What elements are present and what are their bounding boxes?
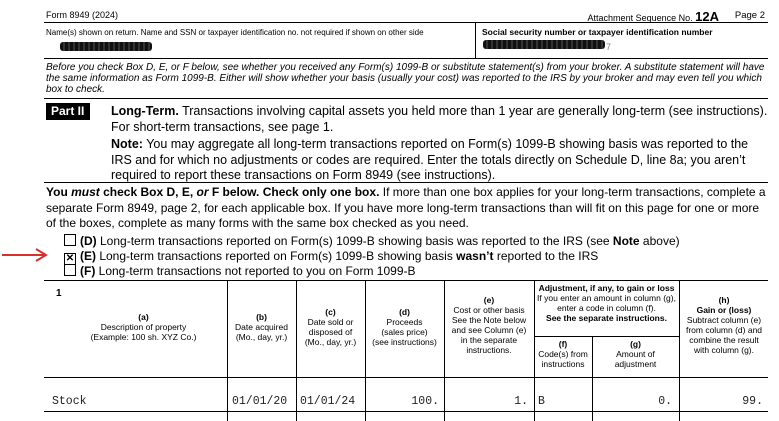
checkbox-e[interactable]: ✕	[65, 253, 75, 264]
option-e-after: reported to the IRS	[493, 249, 599, 263]
col-c-letter: (c)	[325, 307, 336, 317]
cell-code[interactable]: B	[538, 395, 545, 408]
form-name: Form 8949 (2024)	[46, 10, 119, 20]
adjustment-title: Adjustment, if any, to gain or loss	[538, 283, 675, 293]
intro-rule	[44, 98, 768, 99]
col-f-letter: (f)	[558, 339, 568, 349]
col-d-letter: (d)	[399, 307, 410, 317]
col-e-text: Cost or other basis See the Note below and see Column (e) in the separate instructions.	[451, 305, 527, 355]
name-field-label: Name(s) shown on return. Name and SSN or taxpayer identification no. not required if shown on other side	[46, 28, 424, 37]
must-bold-rest: check Box D, E,	[99, 185, 197, 199]
red-arrow-icon	[0, 247, 52, 263]
option-e[interactable]	[64, 249, 598, 265]
option-f[interactable]	[64, 264, 416, 278]
must-rest: If more than one box applies for your long-term transactions, complete a separate Form 8949, page 2, for each applicable box. If you have more long-term transactions than will fit on this page for one or more of the boxes, complete as many forms with the same box checked as you need.	[46, 185, 766, 230]
option-d-after: above)	[639, 234, 680, 248]
col-d-header	[365, 307, 444, 347]
adjustment-header	[534, 283, 679, 323]
must-you: You	[46, 185, 72, 199]
option-d-bold: Note	[612, 234, 640, 248]
option-e-text: Long-term transactions reported on Form(s) 1099-B showing basis	[96, 249, 457, 263]
col-b-letter: (b)	[256, 312, 267, 322]
row-rule	[44, 411, 768, 412]
table-header-bottom-rule	[44, 377, 768, 378]
col-h-title: Gain or (loss)	[696, 305, 752, 315]
ssn-partial: 7	[606, 42, 612, 52]
name-rule	[44, 58, 768, 59]
must-check-instructions	[46, 185, 768, 232]
option-d[interactable]	[64, 234, 680, 248]
ssn-field-label: Social security number or taxpayer identification number	[482, 27, 713, 37]
cell-gain-loss[interactable]: 99.	[742, 395, 763, 408]
col-divider	[296, 280, 297, 421]
sequence-label: Attachment Sequence No.	[587, 13, 693, 23]
intro-instructions: Before you check Box D, E, or F below, see whether you received any Form(s) 1099-B or substitute statement(s) from your broker. A substitute statement will have the same information as Form 1099-B. Either will show whether your basis (usually your cost) was reported to the IRS by your broker and may even tell you which box to check.	[46, 62, 765, 95]
part-description	[111, 104, 769, 135]
sequence-number: 12A	[695, 9, 719, 24]
option-f-letter: (F)	[80, 264, 96, 278]
col-e-header	[444, 295, 534, 355]
cell-date-sold[interactable]: 01/01/24	[300, 395, 356, 408]
note-label: Note:	[111, 137, 143, 151]
cell-cost-basis[interactable]: 1.	[514, 395, 528, 408]
part-title: Long-Term.	[111, 104, 179, 118]
page-number: Page 2	[734, 10, 765, 21]
part-badge: Part II	[46, 103, 90, 120]
adjustment-text: If you enter an amount in column (g), enter a code in column (f).	[537, 293, 676, 313]
table-top-rule	[44, 280, 768, 281]
cell-proceeds[interactable]: 100.	[411, 395, 439, 408]
col-h-header	[679, 295, 769, 355]
redacted-ssn	[483, 40, 605, 49]
cell-description[interactable]: Stock	[52, 395, 87, 408]
col-a-text: Description of property (Example: 100 sh. XYZ Co.)	[90, 322, 197, 342]
col-g-letter: (g)	[630, 339, 641, 349]
col-a-header	[60, 312, 227, 342]
col-f-text: Code(s) from instructions	[538, 349, 588, 369]
col-b-text: Date acquired (Mo., day, yr.)	[235, 322, 288, 342]
col-c-header	[296, 307, 365, 347]
option-d-letter: (D)	[80, 234, 97, 248]
part-note	[111, 137, 769, 184]
redacted-name	[60, 42, 152, 51]
col-d-text: Proceeds (sales price) (see instructions)	[372, 317, 437, 347]
col-h-text: Subtract column (e) from column (d) and combine the result with column (g).	[685, 315, 763, 355]
col-f-header	[534, 339, 592, 369]
option-d-text: Long-term transactions reported on Form(s) 1099-B showing basis was reported to the IRS (see	[96, 234, 613, 248]
col-b-header	[227, 312, 296, 342]
col-divider	[227, 280, 228, 421]
cell-date-acquired[interactable]: 01/01/20	[232, 395, 288, 408]
must-or: or	[196, 185, 209, 199]
col-c-text: Date sold or disposed of (Mo., day, yr.)	[304, 317, 357, 347]
cell-adjustment[interactable]: 0.	[658, 395, 672, 408]
header-rule	[44, 22, 768, 23]
col-e-letter: (e)	[483, 295, 495, 305]
col-h-letter: (h)	[718, 295, 730, 305]
line-number: 1	[56, 288, 62, 299]
must-bold-end: F below. Check only one box.	[208, 185, 380, 199]
note-text: You may aggregate all long-term transactions reported on Form(s) 1099-B showing basis was reported to the IRS and for which no adjustments or codes are required. Enter the totals directly on Schedule D, line 8a; you aren’t required to report these transactions on Form 8949 (see instructions).	[111, 137, 749, 182]
option-e-letter: (E)	[80, 249, 96, 263]
option-e-bold: wasn’t	[456, 249, 494, 263]
part-rule	[44, 182, 768, 183]
col-a-letter: (a)	[138, 312, 149, 322]
name-ssn-divider	[475, 22, 476, 58]
part-text: Transactions involving capital assets you held more than 1 year are generally long-term (see instructions). For short-term transactions, see page 1.	[111, 104, 768, 134]
col-g-text: Amount of adjustment	[614, 349, 657, 369]
must-word: must	[71, 185, 100, 199]
col-g-header	[592, 339, 679, 369]
adjustment-bold: See the separate instructions.	[546, 313, 667, 323]
checkbox-d[interactable]	[64, 234, 76, 246]
option-f-text: Long-term transactions not reported to you on Form 1099-B	[95, 264, 416, 278]
adjustment-rule	[534, 336, 679, 337]
checkbox-f[interactable]	[64, 264, 76, 276]
